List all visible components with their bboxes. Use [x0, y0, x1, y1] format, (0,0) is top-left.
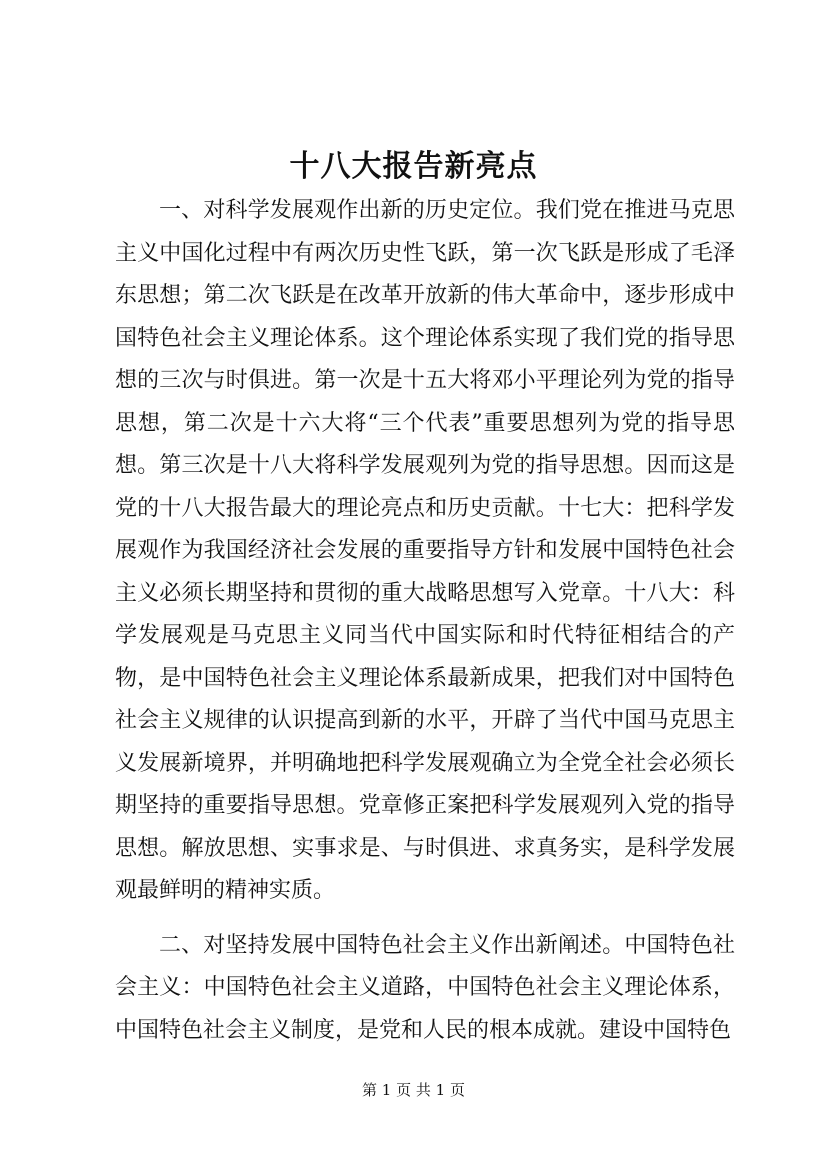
page-number-footer: 第 1 页 共 1 页	[362, 1081, 465, 1099]
document-body	[115, 190, 735, 1052]
document-title: 十八大报告新亮点	[289, 149, 538, 184]
paragraph-1: 一、对科学发展观作出新的历史定位。我们党在推进马克思主义中国化过程中有两次历史性飞跃，第一次飞跃是形成了毛泽东思想；第二次飞跃是在改革开放新的伟大革命中，逐步形成中国特色社会主义理论体系。这个理论体系实现了我们党的指导思想的三次与时俱进。第一次是十五大将邓小平理论列为党的指导思想，第二次是十六大将“三个代表”重要思想列为党的指导思想。第三次是十八大将科学发展观列为党的指导思想。因而这是党的十八大报告最大的理论亮点和历史贡献。十七大：把科学发展观作为我国经济社会发展的重要指导方针和发展中国特色社会主义必须长期坚持和贯彻的重大战略思想写入党章。十八大：科学发展观是马克思主义同当代中国实际和时代特征相结合的产物，是中国特色社会主义理论体系最新成果，把我们对中国特色社会主义规律的认识提高到新的水平，开辟了当代中国马克思主义发展新境界，并明确地把科学发展观确立为全党全社会必须长期坚持的重要指导思想。党章修正案把科学发展观列入党的指导思想。解放思想、实事求是、与时俱进、求真务实，是科学发展观最鲜明的精神实质。	[115, 198, 735, 903]
paragraph-2: 二、对坚持发展中国特色社会主义作出新阐述。中国特色社会主义：中国特色社会主义道路，中国特色社会主义理论体系，中国特色社会主义制度，是党和人民的根本成就。建设中国特色	[115, 932, 735, 1043]
